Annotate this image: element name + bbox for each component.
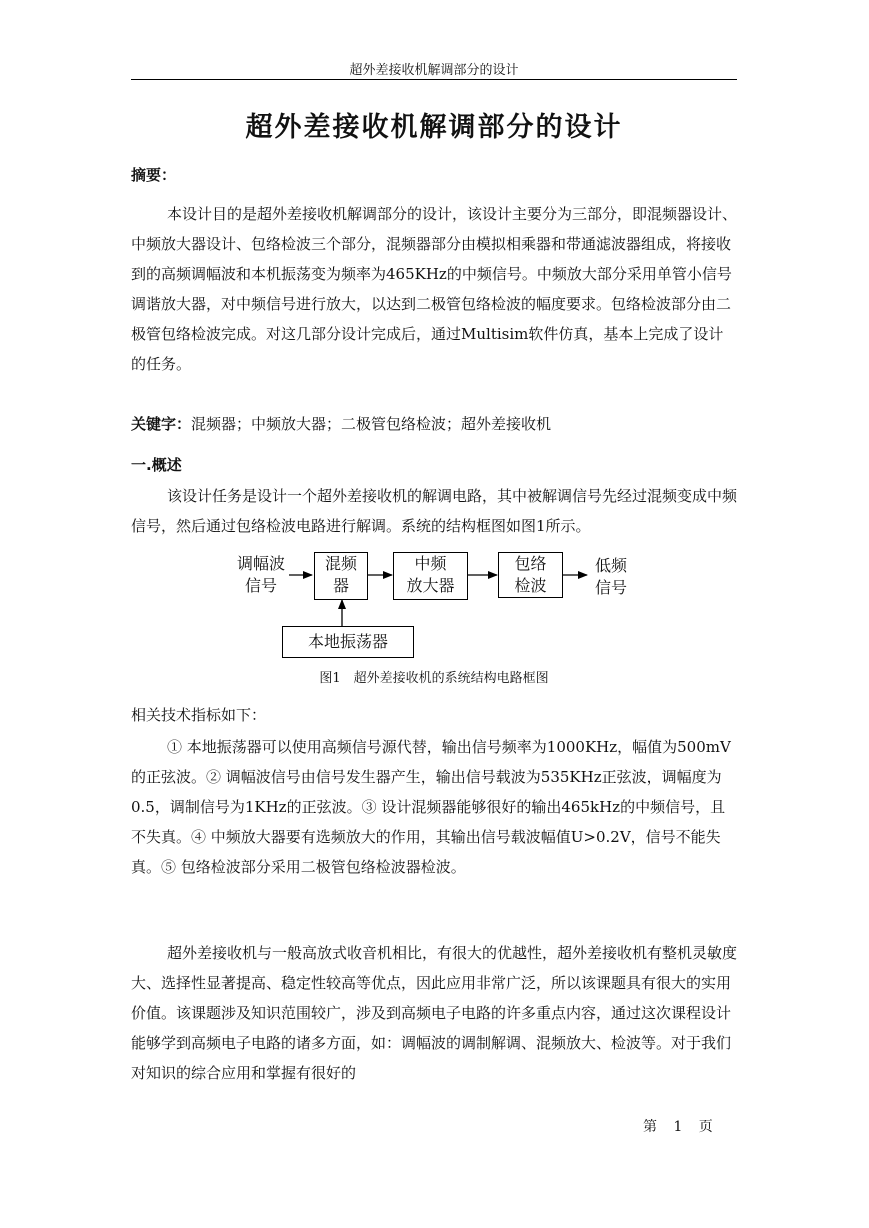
output-label-line-2: 信号 (594, 578, 627, 597)
if-amp-label-line-2: 放大器 (406, 576, 455, 595)
envelope-detector-block (498, 552, 563, 598)
header-rule (131, 79, 737, 80)
local-oscillator-label: 本地振荡器 (307, 632, 388, 651)
page-title: 超外差接收机解调部分的设计 (245, 112, 623, 143)
mixer-label-line-1: 混频 (324, 554, 357, 573)
input-label-line-2: 信号 (244, 576, 277, 595)
specs-paragraph: ① 本地振荡器可以使用高频信号源代替，输出信号频率为1000KHz，幅值为500mV的正弦波。② 调幅波信号由信号发生器产生，输出信号载波为535KHz正弦波，调幅度为0.5，调制信号为1KHz的正弦波。③ 设计混频器能够很好的输出465kHz的中频信号，且不失真。④ 中频放大器要有选频放大的作用，其输出信号载波幅值U>0.2V，信号不能失真。⑤ 包络检波部分采用二极管包络检波器检波。 (131, 738, 731, 876)
abstract-paragraph: 本设计目的是超外差接收机解调部分的设计，该设计主要分为三部分，即混频器设计、中频放大器设计、包络检波三个部分，混频器部分由模拟相乘器和带通滤波器组成，将接收到的高频调幅波和本机振荡变为频率为465KHz的中频信号。中频放大部分采用单管小信号调谐放大器，对中频信号进行放大，以达到二极管包络检波的幅度要求。包络检波部分由二极管包络检波完成。对这几部分设计完成后，通过Multisim软件仿真，基本上完成了设计的任务。 (131, 205, 738, 373)
local-oscillator-block (282, 626, 414, 658)
keywords-text: 混频器；中频放大器；二极管包络检波；超外差接收机 (191, 415, 552, 433)
mixer-block (314, 552, 368, 600)
if-amp-label-line-1: 中频 (414, 554, 447, 573)
output-label-line-1: 低频 (594, 556, 627, 575)
section-1-intro: 该设计任务是设计一个超外差接收机的解调电路，其中被解调信号先经过混频变成中频信号，然后通过包络检波电路进行解调。系统的结构框图如图1所示。 (131, 487, 738, 535)
keywords-line (131, 409, 737, 439)
input-label-line-1: 调幅波 (236, 554, 285, 573)
page-number: 第 1 页 (643, 1119, 713, 1135)
keywords-label: 关键字： (131, 415, 192, 433)
block-diagram (232, 548, 640, 662)
closing-paragraph: 超外差接收机与一般高放式收音机相比，有很大的优越性，超外差接收机有整机灵敏度大、选择性显著提高、稳定性较高等优点，因此应用非常广泛，所以该课题具有很大的实用价值。该课题涉及知识范围较广，涉及到高频电子电路的许多重点内容，通过这次课程设计能够学到高频电子电路的诸多方面，如：调幅波的调制解调、混频放大、检波等。对于我们对知识的综合应用和掌握有很好的 (131, 944, 738, 1082)
section-1-heading: 一.概述 (131, 456, 182, 474)
output-signal-label (590, 555, 632, 599)
detector-label-line-2: 检波 (514, 576, 547, 595)
detector-label-line-1: 包络 (514, 554, 547, 573)
mixer-label-line-2: 器 (332, 576, 349, 595)
running-header: 超外差接收机解调部分的设计 (349, 63, 519, 78)
abstract-heading: 摘要： (131, 166, 177, 184)
figure-caption: 图1 超外差接收机的系统结构电路框图 (319, 671, 549, 686)
specs-intro: 相关技术指标如下： (131, 706, 267, 724)
input-signal-label (232, 553, 290, 597)
if-amplifier-block (393, 552, 468, 600)
